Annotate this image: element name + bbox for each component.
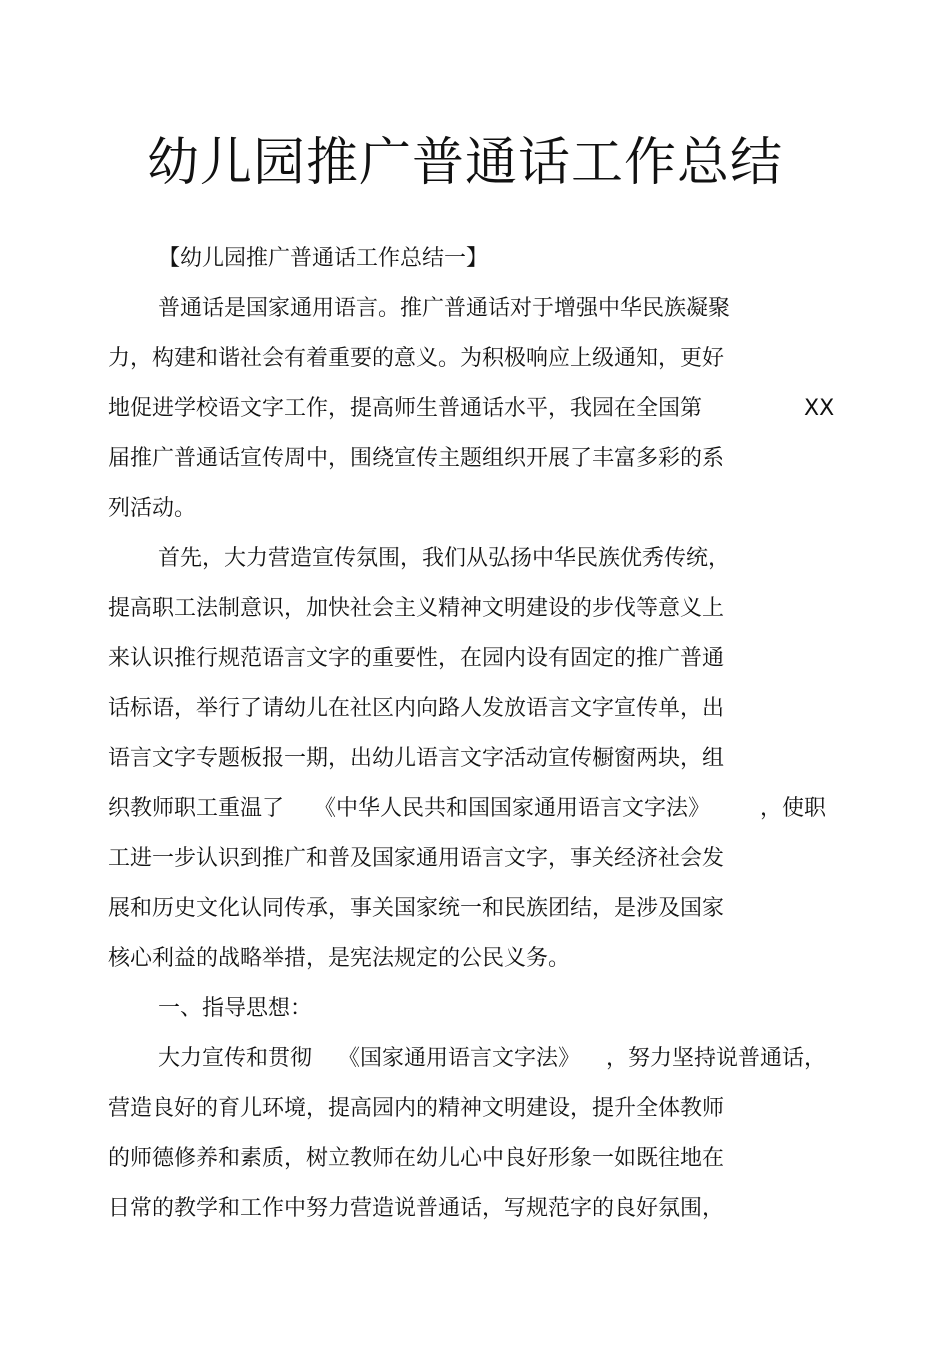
paragraph-line: 届推广普通话宣传周中，围绕宣传主题组织开展了丰富多彩的系 (108, 446, 725, 471)
paragraph-line: 来认识推行规范语言文字的重要性，在园内设有固定的推广普通 (108, 646, 725, 671)
document-title: 幼儿园推广普通话工作总结 (146, 133, 783, 193)
paragraph-line: 力，构建和谐社会有着重要的意义。为积极响应上级通知，更好 (108, 346, 725, 371)
section-heading: 【幼儿园推广普通话工作总结一】 (158, 246, 489, 271)
paragraph-line: 提高职工法制意识，加快社会主义精神文明建设的步伐等意义上 (108, 596, 725, 621)
paragraph-line: 营造良好的育儿环境，提高园内的精神文明建设，提升全体教师 (108, 1096, 725, 1121)
paragraph-line: 地促进学校语文字工作，提高师生普通话水平，我园在全国第 (108, 396, 703, 421)
paragraph-line: 《国家通用语言文字法》 (338, 1046, 581, 1071)
paragraph-line: 日常的教学和工作中努力营造说普通话，写规范字的良好氛围， (108, 1196, 725, 1221)
paragraph-line: 普通话是国家通用语言。推广普通话对于增强中华民族凝聚 (158, 296, 731, 321)
paragraph-line: 织教师职工重温了 (108, 796, 285, 821)
section-heading: 一、指导思想： (158, 996, 313, 1021)
paragraph-line: 《中华人民共和国国家通用语言文字法》 (314, 796, 711, 821)
paragraph-line: ，使职 (760, 796, 827, 821)
paragraph-line: 工进一步认识到推广和普及国家通用语言文字，事关经济社会发 (108, 846, 725, 871)
paragraph-line: ，努力坚持说普通话， (606, 1046, 827, 1071)
paragraph-line: 首先，大力营造宣传氛围，我们从弘扬中华民族优秀传统， (158, 546, 731, 571)
paragraph-line: 大力宣传和贯彻 (158, 1046, 313, 1071)
paragraph-line: 的师德修养和素质，树立教师在幼儿心中良好形象一如既往地在 (108, 1146, 725, 1171)
paragraph-line: 话标语，举行了请幼儿在社区内向路人发放语言文字宣传单，出 (108, 696, 725, 721)
paragraph-line: 核心利益的战略举措，是宪法规定的公民义务。 (108, 946, 571, 971)
paragraph-line: 展和历史文化认同传承，事关国家统一和民族团结，是涉及国家 (108, 896, 725, 921)
paragraph-line: 列活动。 (108, 496, 197, 521)
paragraph-line: 语言文字专题板报一期，出幼儿语言文字活动宣传橱窗两块，组 (108, 746, 725, 771)
paragraph-token: XX (804, 396, 835, 421)
